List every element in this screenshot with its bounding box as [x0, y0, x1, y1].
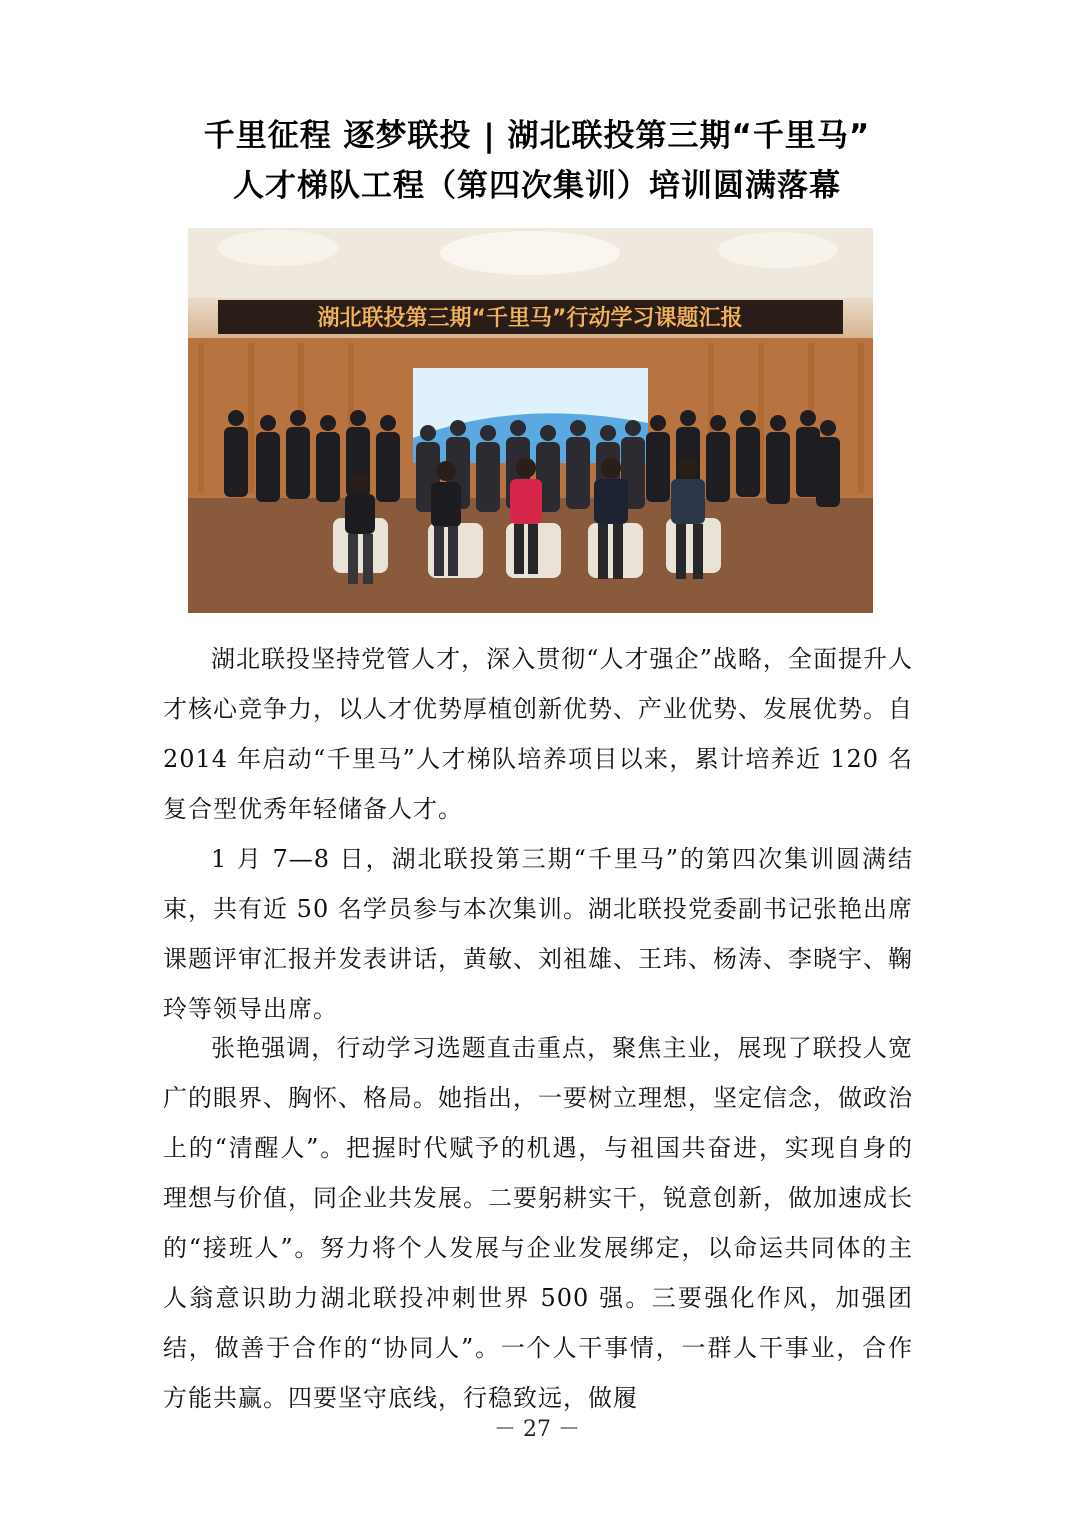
- paragraph-1: 湖北联投坚持党管人才，深入贯彻“人才强企”战略，全面提升人才核心竞争力，以人才优势厚植创新优势、产业优势、发展优势。自 2014 年启动“千里马”人才梯队培养项目以来，累计培养近 120 名复合型优秀年轻储备人才。: [163, 645, 913, 823]
- page-number: － 27 －: [494, 1417, 580, 1442]
- article-title-line-2: 人才梯队工程（第四次集训）培训圆满落幕: [233, 168, 841, 204]
- paragraph-3: 张艳强调，行动学习选题直击重点，聚焦主业，展现了联投人宽广的眼界、胸怀、格局。她指出，一要树立理想，坚定信念，做政治上的“清醒人”。把握时代赋予的机遇，与祖国共奋进，实现自身的理想与价值，同企业共发展。二要躬耕实干，锐意创新，做加速成长的“接班人”。努力将个人发展与企业发展绑定，以命运共同体的主人翁意识助力湖北联投冲刺世界 500 强。三要强化作风，加强团结，做善于合作的“协同人”。一个人干事情，一群人干事业，合作方能共赢。四要坚守底线，行稳致远，做履: [163, 1034, 913, 1412]
- paragraph-2: 1 月 7—8 日，湖北联投第三期“千里马”的第四次集训圆满结束，共有近 50 名学员参与本次集训。湖北联投党委副书记张艳出席课题评审汇报并发表讲话，黄敏、刘祖雄、王玮、杨涛、李晓宇、鞠玲等领导出席。: [163, 845, 913, 1023]
- group-photo: [188, 228, 873, 613]
- banner-text: 湖北联投第三期“千里马”行动学习课题汇报: [317, 306, 743, 331]
- article-title-line-1: 千里征程 逐梦联投 | 湖北联投第三期“千里马”: [203, 118, 871, 154]
